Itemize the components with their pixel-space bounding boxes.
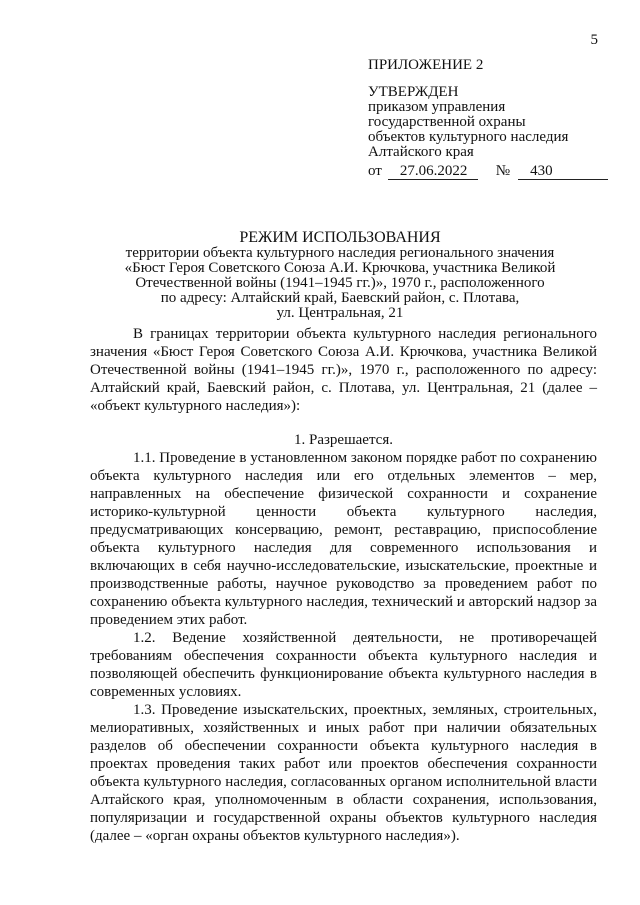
- page-number: 5: [590, 32, 598, 48]
- order-date: 27.06.2022: [388, 164, 478, 180]
- heading-line: «Бюст Героя Советского Союза А.И. Крючкова, участника Великой: [124, 260, 556, 276]
- approval-block: [368, 58, 608, 180]
- heading-line: ул. Центральная, 21: [276, 305, 404, 321]
- approval-line: объектов культурного наследия: [368, 129, 569, 145]
- heading-line: территории объекта культурного наследия регионального значения: [125, 245, 555, 261]
- section-title: 1. Разрешается.: [294, 432, 393, 448]
- clause-paragraph: 1.2. Ведение хозяйственной деятельности, не противоречащей требованиям обеспечения сохранности объекта культурного наследия и позволяющей обеспечить функционирование объекта культурного наследия в современных условиях.: [90, 630, 597, 700]
- heading-line: по адресу: Алтайский край, Баевский район, с. Плотава,: [160, 290, 520, 306]
- document-body: [90, 325, 597, 845]
- order-number: 430: [518, 164, 608, 180]
- date-label: от: [368, 163, 382, 179]
- approval-line: государственной охраны: [368, 114, 526, 130]
- approval-line: Алтайского края: [368, 144, 474, 160]
- approved-label: УТВЕРЖДЕН: [368, 84, 459, 100]
- document-title: РЕЖИМ ИСПОЛЬЗОВАНИЯ: [239, 229, 441, 246]
- heading-line: Отечественной войны (1941–1945 гг.)», 1970 г., расположенного: [135, 275, 545, 291]
- appendix-label: ПРИЛОЖЕНИЕ 2: [368, 57, 484, 73]
- clause-paragraph: 1.3. Проведение изыскательских, проектных, земляных, строительных, мелиоративных, хозяйственных и иных работ при наличии обязательных разделов об обеспечении сохранности объекта культурного наследия в проектах проведения таких работ или проектов обеспечения сохранности объекта культурного наследия, согласованных органом исполнительной власти Алтайского края, уполномоченным в области сохранения, использования, популяризации и государственной охраны объектов культурного наследия (далее – «орган охраны объектов культурного наследия»).: [90, 702, 597, 844]
- clause-paragraph: 1.1. Проведение в установленном законом порядке работ по сохранению объекта культурного наследия или его отдельных элементов – мер, направленных на обеспечение физической сохранности и сохранение историко-культурной ценности объекта культурного наследия, предусматривающих консервацию, ремонт, реставрацию, приспособление объекта культурного наследия для современного использования и включающих в себя научно-исследовательские, изыскательские, проектные и производственные работы, научное руководство за проведением работ по сохранению объекта культурного наследия, технический и авторский надзор за проведением этих работ.: [90, 450, 597, 628]
- approval-line: приказом управления: [368, 99, 506, 115]
- order-date-number-line: [368, 164, 608, 180]
- document-heading: [90, 230, 590, 321]
- intro-paragraph: В границах территории объекта культурного наследия регионального значения «Бюст Героя Советского Союза А.И. Крючкова, участника Великой Отечественной войны (1941–1945 гг.)», 1970 г., расположенного по адресу: Алтайский край, Баевский район, с. Плотава, ул. Центральная, 21 (далее – «объект культурного наследия»):: [90, 326, 597, 414]
- number-label: №: [495, 163, 511, 179]
